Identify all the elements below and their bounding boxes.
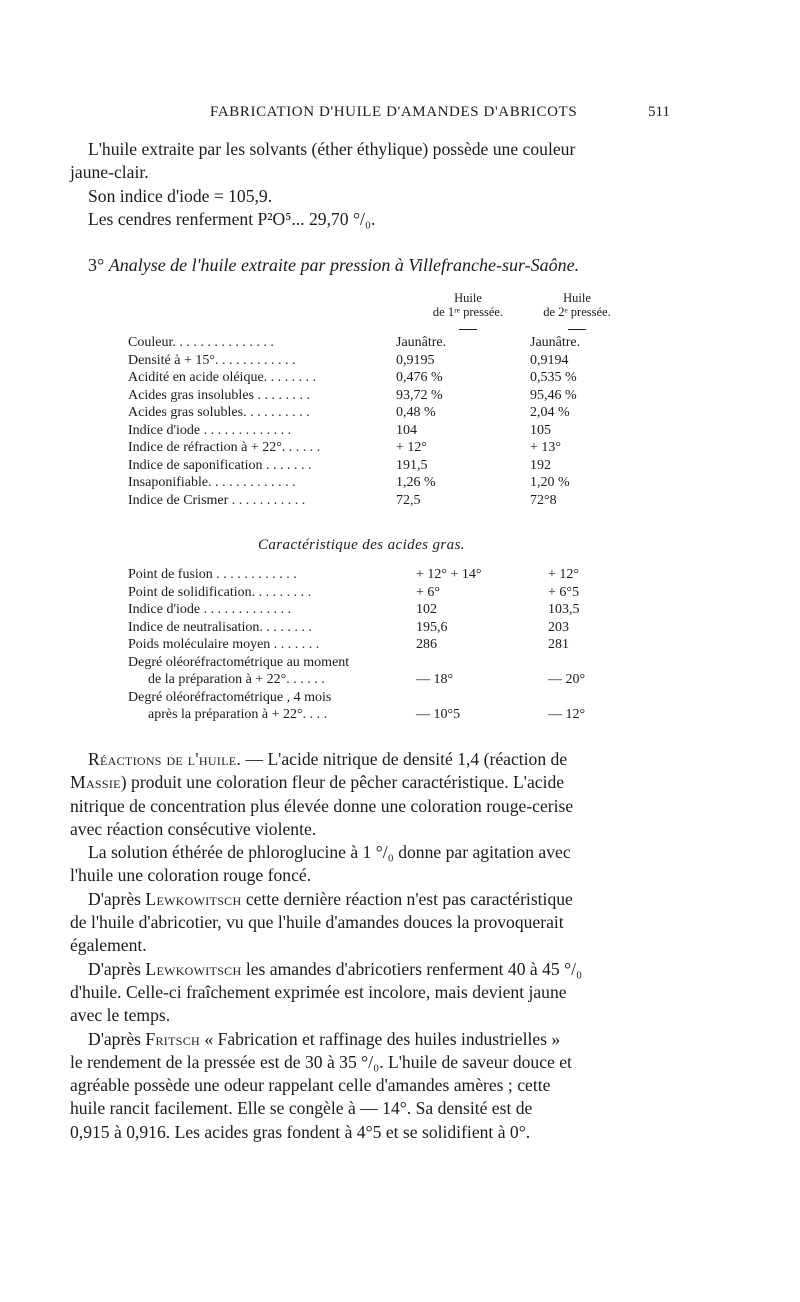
row-label: Point de fusion . . . . . . . . . . . . (128, 567, 297, 582)
paragraph-line (70, 771, 668, 794)
first-pressing-value: + 12° + 14° (416, 567, 482, 582)
row-label: Indice de réfraction à + 22°. . . . . . (128, 440, 321, 455)
first-pressing-value: 195,6 (416, 619, 448, 635)
row-label: Densité à + 15°. . . . . . . . . . . . (128, 352, 296, 368)
section-heading (88, 255, 579, 276)
paragraph-line: avec le temps. (70, 1005, 171, 1026)
second-pressing-value: 95,46 % (530, 387, 577, 403)
second-pressing-value: Jaunâtre. (530, 335, 581, 350)
section-title: Analyse de l'huile extraite par pression à Villefranche-sur-Saône. (108, 255, 580, 275)
first-pressing-value: 93,72 % (396, 387, 443, 403)
first-pressing-value: 104 (396, 422, 417, 438)
row-label: Indice d'iode . . . . . . . . . . . . . (128, 422, 292, 438)
first-pressing-value: — 18° (416, 672, 454, 687)
second-pressing-value: 0,535 % (530, 370, 577, 385)
row-label: de la préparation à + 22°. . . . . . (148, 672, 325, 687)
text-span: D'après (88, 1028, 146, 1049)
intro-line: jaune-clair. (70, 162, 149, 183)
paragraph-line (70, 1028, 668, 1051)
paragraph-line: d'huile. Celle-ci fraîchement exprimée est incolore, mais devient jaune (70, 981, 567, 1002)
paragraph-line: nitrique de concentration plus élevée donne une coloration rouge-cerise (70, 795, 574, 816)
column-header-first-pressing (423, 291, 513, 330)
first-pressing-value: 0,48 % (396, 405, 436, 420)
row-label: Indice de neutralisation. . . . . . . . (128, 619, 312, 635)
section-number: 3° (88, 255, 105, 275)
column-header-line: de 1ʳᵉ pressée. (432, 305, 504, 319)
paragraph-line (70, 958, 668, 981)
column-header-line: de 2ᵉ pressée. (543, 305, 611, 319)
paragraph-line: de l'huile d'abricotier, vu que l'huile d'amandes douces la provoquerait (70, 912, 564, 933)
second-pressing-value: + 12° (548, 567, 579, 582)
second-pressing-value: 105 (530, 422, 551, 438)
text-span: D'après (88, 888, 146, 909)
first-pressing-value: 0,476 % (396, 370, 443, 385)
second-pressing-value: + 13° (530, 440, 561, 455)
row-label: Degré oléoréfractométrique , 4 mois (128, 689, 332, 705)
second-pressing-value: + 6°5 (548, 584, 579, 600)
running-head (90, 104, 670, 126)
paragraph-line: 0,915 à 0,916. Les acides gras fondent à 4°5 et se solidifient à 0°. (70, 1121, 531, 1142)
column-header-line: Huile (454, 291, 482, 305)
text-span: « Fabrication et raffinage des huiles industrielles » (199, 1028, 561, 1049)
first-pressing-value: 0,9195 (396, 352, 435, 368)
first-pressing-value: + 6° (416, 584, 440, 600)
first-pressing-value: + 12° (396, 440, 427, 455)
row-label: Acides gras insolubles . . . . . . . . (128, 387, 310, 403)
row-label: Point de solidification. . . . . . . . . (128, 584, 312, 600)
paragraph-lead: Réactions de l'huile. (88, 749, 242, 769)
paragraph-line: La solution éthérée de phloroglucine à 1 °/₀ donne par agitation avec (88, 842, 571, 863)
second-pressing-value: 192 (530, 457, 551, 473)
body-text (70, 748, 668, 1144)
text-span: les amandes d'abricotiers renferment 40 à 45 °/₀ (241, 958, 583, 979)
paragraph-line: l'huile une coloration rouge foncé. (70, 865, 312, 886)
page-number: 511 (648, 104, 670, 120)
intro-line: Son indice d'iode = 105,9. (88, 185, 273, 206)
row-label: Indice d'iode . . . . . . . . . . . . . (128, 602, 292, 617)
second-pressing-value: 0,9194 (530, 352, 569, 368)
row-label: Indice de saponification . . . . . . . (128, 457, 312, 473)
second-pressing-value: 2,04 % (530, 405, 570, 420)
text-span: ) produit une coloration fleur de pêcher caractéristique. L'acide (120, 772, 565, 793)
paragraph-line (70, 748, 668, 771)
second-pressing-value: 103,5 (548, 602, 580, 617)
second-pressing-value: 1,20 % (530, 475, 570, 490)
row-label: Indice de Crismer . . . . . . . . . . . (128, 492, 306, 508)
second-pressing-value: 72°8 (530, 492, 557, 508)
author-name: Fritsch (145, 1028, 200, 1049)
second-pressing-value: — 12° (548, 707, 586, 722)
intro-line: Les cendres renferment P²O⁵... 29,70 °/₀. (88, 208, 376, 229)
row-label: Insaponifiable. . . . . . . . . . . . . (128, 475, 296, 490)
first-pressing-value: 102 (416, 602, 437, 617)
first-pressing-value: 1,26 % (396, 475, 436, 490)
paragraph-line: également. (70, 935, 147, 956)
row-label: Acides gras solubles. . . . . . . . . . (128, 405, 310, 420)
first-pressing-value: 72,5 (396, 492, 421, 508)
intro-paragraph (70, 138, 668, 231)
first-pressing-value: 191,5 (396, 457, 428, 473)
first-pressing-value: 286 (416, 637, 437, 652)
running-title: FABRICATION D'HUILE D'AMANDES D'ABRICOTS (210, 104, 578, 120)
row-label: Poids moléculaire moyen . . . . . . . (128, 637, 320, 652)
text-span: — L'acide nitrique de densité 1,4 (réaction de (241, 749, 568, 769)
first-pressing-value: — 10°5 (416, 707, 461, 722)
column-rule (459, 329, 477, 330)
row-label: après la préparation à + 22°. . . . (148, 707, 328, 722)
author-name: Lewkowitsch (145, 888, 242, 909)
paragraph-line: avec réaction consécutive violente. (70, 818, 317, 839)
row-label: Acidité en acide oléique. . . . . . . . (128, 370, 317, 385)
column-header-second-pressing (527, 291, 627, 330)
paragraph-line: agréable possède une odeur rappelant celle d'amandes amères ; cette (70, 1075, 551, 1096)
row-label: Degré oléoréfractométrique au moment (128, 654, 350, 670)
text-span: D'après (88, 958, 146, 979)
paragraph-line: huile rancit facilement. Elle se congèle à — 14°. Sa densité est de (70, 1098, 533, 1119)
text-span: cette dernière réaction n'est pas caractéristique (241, 888, 573, 909)
row-label: Couleur. . . . . . . . . . . . . . . (128, 335, 274, 350)
column-header-line: Huile (563, 291, 591, 305)
table-caption: Caractéristique des acides gras. (258, 537, 465, 553)
first-pressing-value: Jaunâtre. (396, 335, 447, 350)
second-pressing-value: 203 (548, 619, 569, 635)
paragraph-line (70, 888, 668, 911)
author-name: Lewkowitsch (145, 958, 242, 979)
author-name: Massie (70, 772, 121, 793)
column-rule (568, 329, 586, 330)
second-pressing-value: 281 (548, 637, 569, 652)
intro-line: L'huile extraite par les solvants (éther éthylique) possède une couleur (88, 139, 576, 159)
paragraph-line: le rendement de la pressée est de 30 à 35 °/₀. L'huile de saveur douce et (70, 1051, 572, 1072)
second-pressing-value: — 20° (548, 672, 586, 687)
